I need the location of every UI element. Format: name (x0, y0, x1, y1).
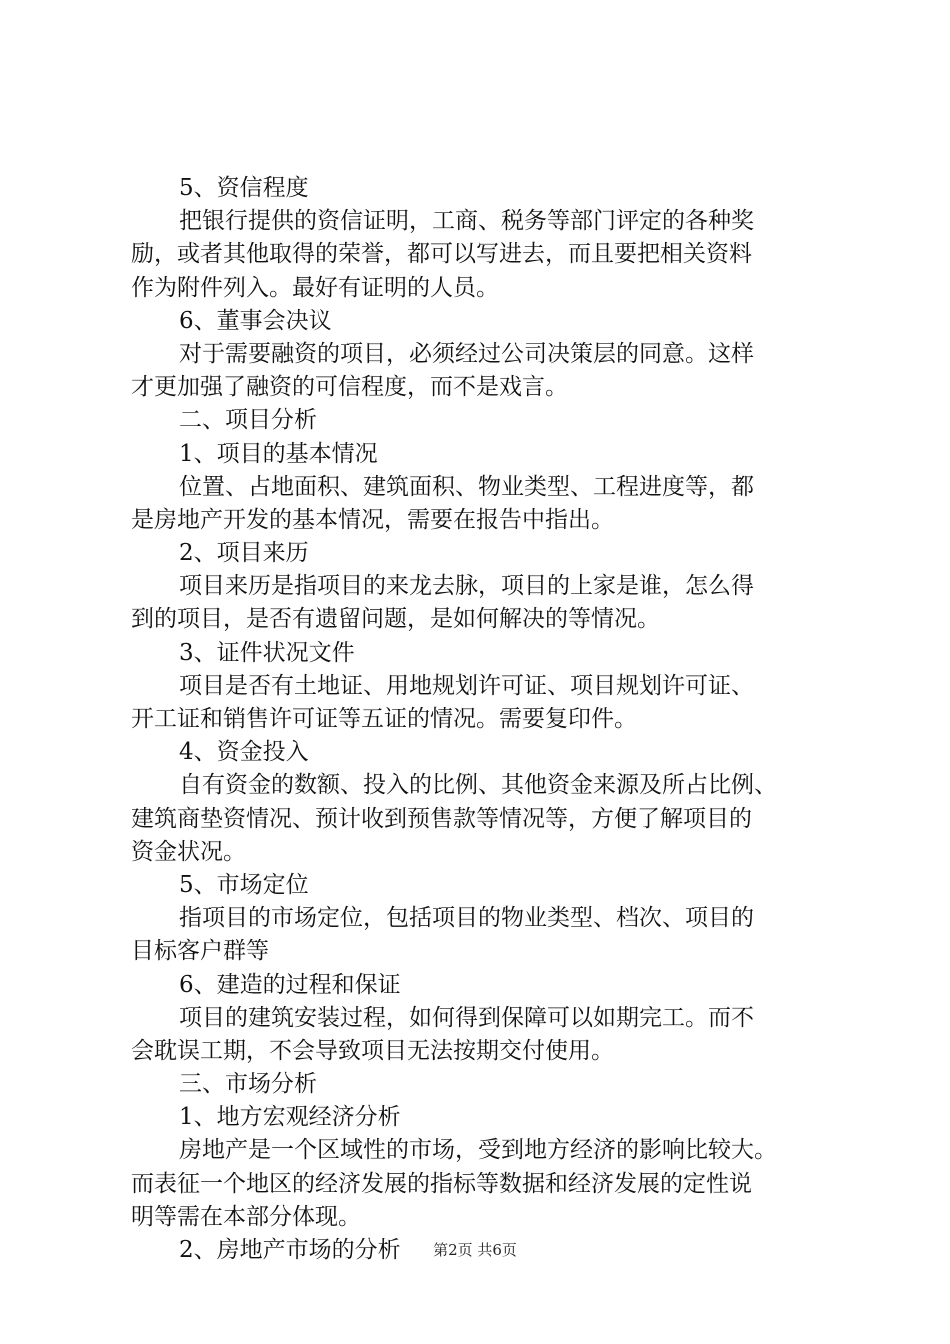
text-line: 1、地方宏观经济分析 (179, 1104, 401, 1131)
text-line: 1、项目的基本情况 (179, 440, 378, 467)
page-footer: 第2页 共6页 (433, 1241, 517, 1259)
text-line: 5、市场定位 (179, 871, 309, 898)
text-line: 3、证件状况文件 (179, 639, 355, 666)
text-line: 项目的建筑安装过程，如何得到保障可以如期完工。而不 (179, 1004, 754, 1031)
text-line: 位置、占地面积、建筑面积、物业类型、工程进度等，都 (179, 473, 754, 500)
text-line: 指项目的市场定位，包括项目的物业类型、档次、项目的 (179, 905, 754, 932)
text-line: 项目是否有土地证、用地规划许可证、项目规划许可证、 (179, 672, 754, 699)
text-line: 作为附件列入。最好有证明的人员。 (131, 274, 499, 301)
text-line: 才更加强了融资的可信程度，而不是戏言。 (131, 374, 568, 401)
text-line: 项目来历是指项目的来龙去脉，项目的上家是谁，怎么得 (179, 573, 754, 600)
text-line: 三、市场分析 (179, 1071, 317, 1098)
text-line: 自有资金的数额、投入的比例、其他资金来源及所占比例、 (179, 772, 777, 799)
text-line: 明等需在本部分体现。 (131, 1203, 361, 1230)
text-line: 二、项目分析 (179, 407, 317, 434)
text-line: 建筑商垫资情况、预计收到预售款等情况等，方便了解项目的 (131, 805, 752, 832)
text-line: 而表征一个地区的经济发展的指标等数据和经济发展的定性说 (131, 1170, 752, 1197)
text-line: 是房地产开发的基本情况，需要在报告中指出。 (131, 506, 614, 533)
text-line: 目标客户群等 (131, 938, 269, 965)
text-line: 5、资信程度 (179, 175, 309, 201)
text-line: 6、建造的过程和保证 (179, 971, 401, 998)
text-line: 资金状况。 (131, 838, 246, 865)
text-line: 4、资金投入 (179, 739, 309, 766)
text-line: 6、董事会决议 (179, 307, 332, 334)
text-line: 开工证和销售许可证等五证的情况。需要复印件。 (131, 706, 637, 732)
document-body (131, 172, 836, 1267)
text-line: 到的项目，是否有遗留问题，是如何解决的等情况。 (131, 606, 660, 633)
text-line: 2、房地产市场的分析 (179, 1237, 401, 1263)
text-line: 会耽误工期，不会导致项目无法按期交付使用。 (131, 1037, 614, 1064)
text-line: 房地产是一个区域性的市场，受到地方经济的影响比较大。 (179, 1137, 777, 1164)
text-line: 把银行提供的资信证明，工商、税务等部门评定的各种奖 (179, 208, 754, 235)
text-line: 2、项目来历 (179, 540, 309, 567)
text-line: 励，或者其他取得的荣誉，都可以写进去，而且要把相关资料 (131, 241, 752, 268)
text-line: 对于需要融资的项目，必须经过公司决策层的同意。这样 (179, 340, 754, 367)
